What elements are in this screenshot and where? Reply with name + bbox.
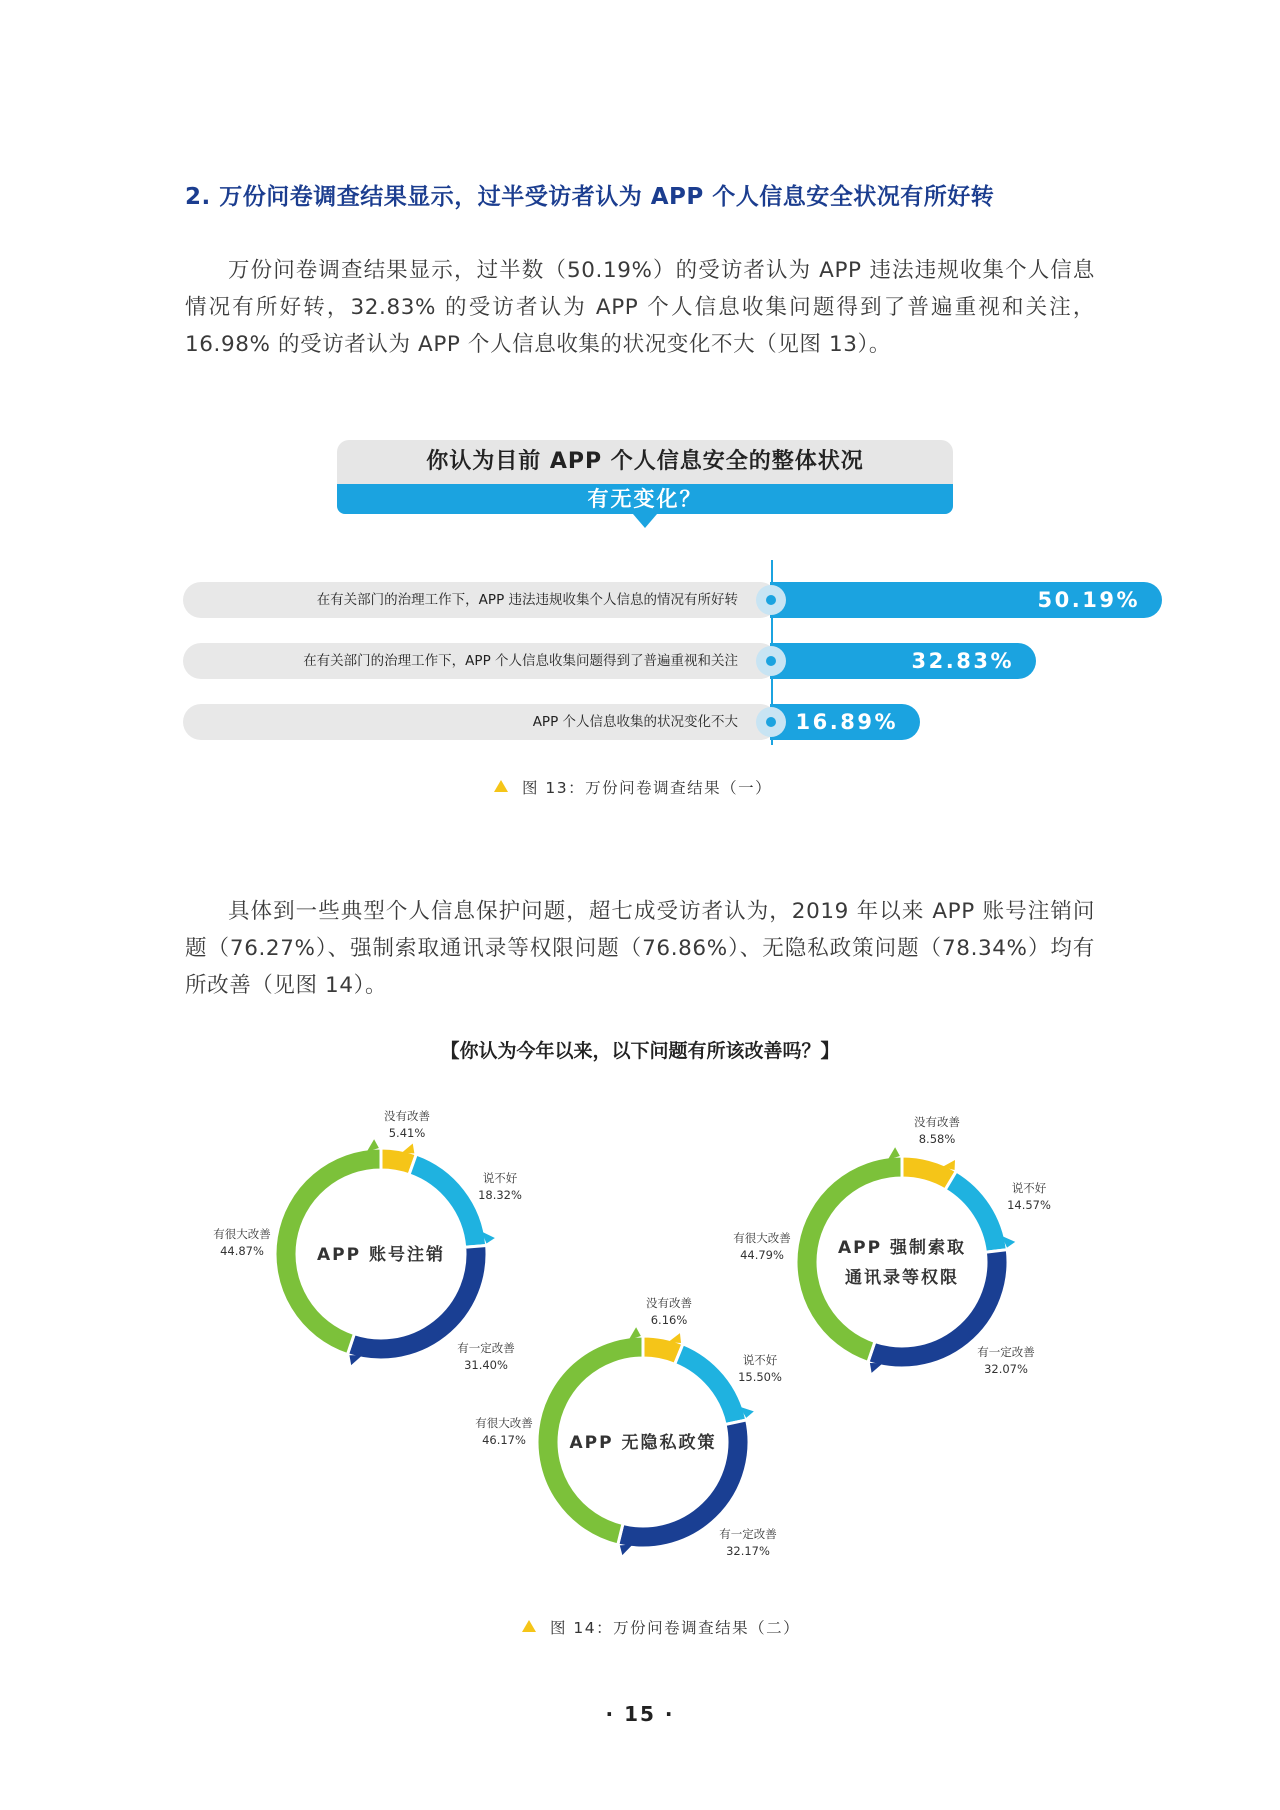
donut1-pointer-1 — [401, 1143, 414, 1153]
donut3-label-great: 有很大改善 46.17% — [475, 1416, 533, 1447]
donut2-slice-4 — [796, 1156, 902, 1362]
question-box-title: 你认为目前 APP 个人信息安全的整体状况 — [337, 440, 953, 484]
paragraph-1: 万份问卷调查结果显示，过半数（50.19%）的受访者认为 APP 违法违规收集个人信息情况有所好转，32.83% 的受访者认为 APP 个人信息收集问题得到了普遍重视和关注，16.98% 的受访者认为 APP 个人信息收集的状况变化不大（见图 13）。 — [185, 258, 1095, 357]
donut1-label-great: 有很大改善 44.87% — [213, 1227, 271, 1258]
donut2-label-great: 有很大改善 44.79% — [733, 1231, 791, 1262]
page-number: · 15 · — [605, 1702, 675, 1726]
donut1-pointer-3 — [349, 1355, 362, 1365]
paragraph-2: 具体到一些典型个人信息保护问题，超七成受访者认为，2019 年以来 APP 账号注销问题（76.27%）、强制索取通讯录等权限问题（76.86%）、无隐私政策问题（78.34%）均有所改善（见图 14）。 — [185, 899, 1095, 998]
donut3-label-unsure: 说不好 15.50% — [738, 1353, 782, 1384]
donut1-center-title: APP 账号注销 — [317, 1245, 445, 1265]
donut3-pointer-3 — [620, 1544, 633, 1555]
bar-value-1: 50.19% — [770, 582, 1162, 618]
donut2-pointer-3 — [870, 1363, 883, 1373]
donut3-label-some: 有一定改善 32.17% — [719, 1527, 777, 1558]
figure13-caption-text: 图 13：万份问卷调查结果（一） — [522, 779, 773, 797]
donut3-label-none: 没有改善 6.16% — [646, 1296, 692, 1327]
bar-label-3: APP 个人信息收集的状况变化不大 — [183, 704, 778, 740]
figure14-title: 【你认为今年以来，以下问题有所该改善吗？】 — [440, 1040, 840, 1062]
donut2-label-none: 没有改善 8.58% — [914, 1115, 960, 1146]
donut2-label-unsure: 说不好 14.57% — [1007, 1181, 1051, 1212]
donut1-label-none: 没有改善 5.41% — [384, 1109, 430, 1140]
question-box-subtitle: 有无变化？ — [337, 484, 953, 514]
bar-value-3: 16.89% — [770, 704, 920, 740]
caption-triangle-icon — [522, 1620, 536, 1632]
donut3-center-title: APP 无隐私政策 — [569, 1433, 717, 1453]
donut1-label-unsure: 说不好 18.32% — [478, 1171, 522, 1202]
bar-label-2: 在有关部门的治理工作下，APP 个人信息收集问题得到了普遍重视和关注 — [183, 643, 778, 679]
donut1-label-some: 有一定改善 31.40% — [457, 1341, 515, 1372]
section-heading: 2. 万份问卷调查结果显示，过半受访者认为 APP 个人信息安全状况有所好转 — [185, 184, 995, 210]
donut2-center-title: APP 强制索取 — [838, 1238, 966, 1258]
figure14-caption-text: 图 14：万份问卷调查结果（二） — [550, 1619, 801, 1637]
figure14-caption — [522, 1616, 800, 1638]
bar-value-2: 32.83% — [770, 643, 1036, 679]
donut2-label-some: 有一定改善 32.07% — [977, 1345, 1035, 1376]
donut2-center-title: 通讯录等权限 — [845, 1268, 959, 1288]
bar-label-1: 在有关部门的治理工作下，APP 违法违规收集个人信息的情况有所好转 — [183, 582, 778, 618]
